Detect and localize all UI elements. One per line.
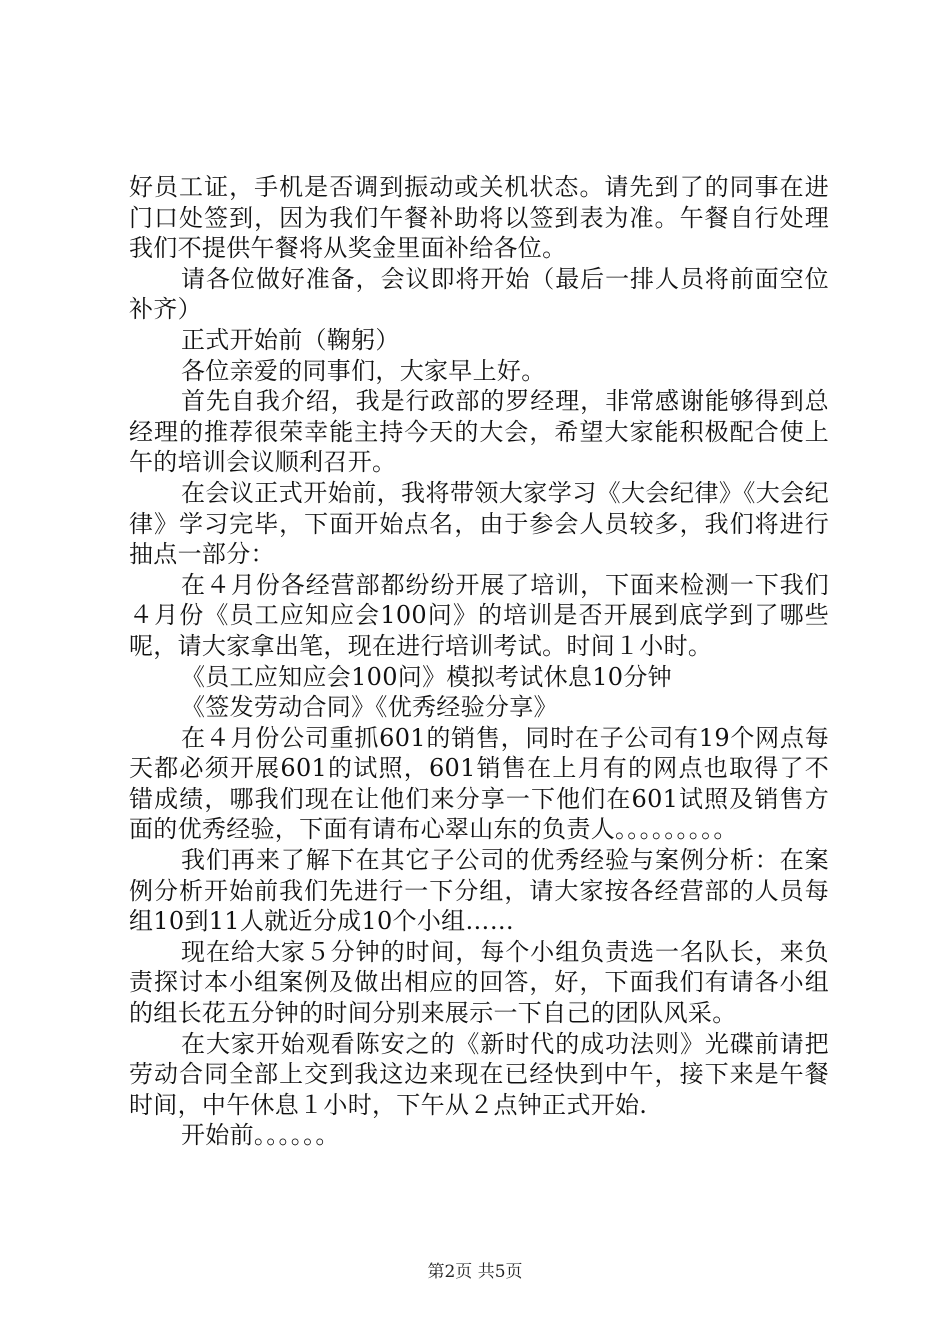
paragraph-4: 各位亲爱的同事们，大家早上好。 (181, 356, 546, 385)
paragraph-8: 《员工应知应会100问》模拟考试休息10分钟 (181, 662, 672, 691)
paragraph-12: 现在给大家５分钟的时间，每个小组负责选一名队长，来负责探讨本小组案例及做出相应的回答，好，下面我们有请各小组的组长花五分钟的时间分别来展示一下自己的团队风采。 (129, 937, 829, 1028)
paragraph-2: 请各位做好准备，会议即将开始（最后一排人员将前面空位补齐） (129, 264, 829, 324)
paragraph-9: 《签发劳动合同》《优秀经验分享》 (181, 693, 558, 722)
paragraph-7: 在４月份各经营部都纷纷开展了培训，下面来检测一下我们４月份《员工应知应会100问》的培训是否开展到底学到了哪些呢，请大家拿出笔，现在进行培训考试。时间１小时。 (129, 570, 829, 660)
paragraph-3: 正式开始前（鞠躬） (181, 325, 400, 354)
document-body (129, 172, 829, 1151)
paragraph-11: 我们再来了解下在其它子公司的优秀经验与案例分析：在案例分析开始前我们先进行一下分组，请大家按各经营部的人员每组10到11人就近分成10个小组…… (129, 846, 829, 936)
page-number-footer: 第2页 共5页 (427, 1262, 523, 1282)
paragraph-6: 在会议正式开始前，我将带领大家学习《大会纪律》《大会纪律》学习完毕，下面开始点名，由于参会人员较多，我们将进行抽点一部分： (129, 478, 829, 569)
paragraph-13: 在大家开始观看陈安之的《新时代的成功法则》光碟前请把劳动合同全部上交到我这边来现在已经快到中午，接下来是午餐时间，中午休息１小时，下午从２点钟正式开始. (129, 1029, 829, 1119)
paragraph-14: 开始前。。。。。。 (181, 1121, 340, 1150)
paragraph-5: 首先自我介绍，我是行政部的罗经理，非常感谢能够得到总经理的推荐很荣幸能主持今天的大会，希望大家能积极配合使上午的培训会议顺利召开。 (129, 387, 829, 477)
paragraph-10: 在４月份公司重抓601的销售，同时在子公司有19个网点每天都必须开展601的试照，601销售在上月有的网点也取得了不错成绩，哪我们现在让他们来分享一下他们在601试照及销售方面的优秀经验，下面有请布心翠山东的负责人。。。。。。。。。 (129, 723, 829, 844)
paragraph-1: 好员工证，手机是否调到振动或关机状态。请先到了的同事在进门口处签到，因为我们午餐补助将以签到表为准。午餐自行处理我们不提供午餐将从奖金里面补给各位。 (129, 173, 829, 263)
